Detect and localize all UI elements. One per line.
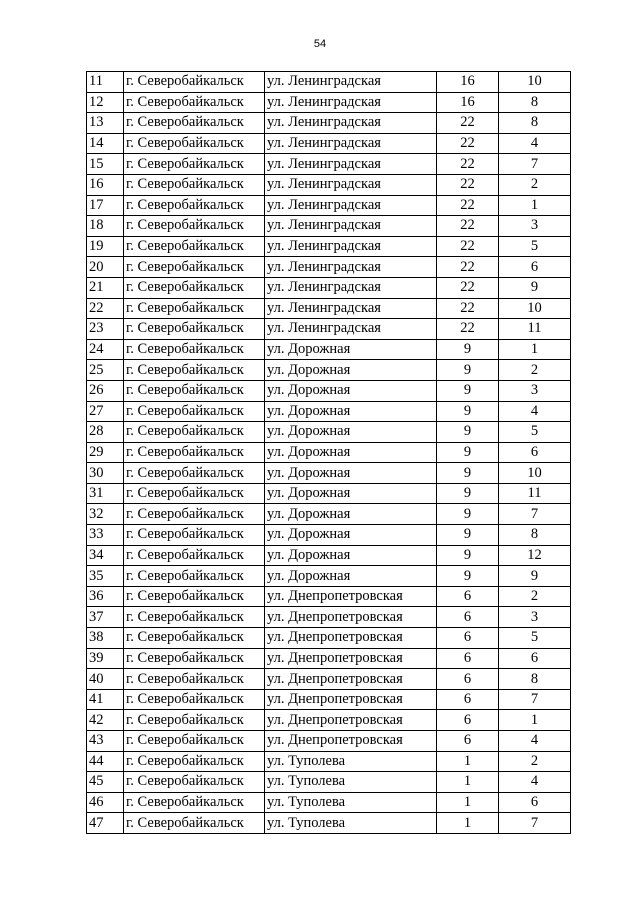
row-number-cell: 17 xyxy=(87,195,124,216)
street-cell: ул. Дорожная xyxy=(265,442,437,463)
row-number-cell: 43 xyxy=(87,731,124,752)
table-row xyxy=(87,648,571,669)
apartment-number-cell: 5 xyxy=(499,236,571,257)
row-number-cell: 32 xyxy=(87,504,124,525)
table-row xyxy=(87,154,571,175)
house-number-cell: 16 xyxy=(437,92,499,113)
street-cell: ул. Ленинградская xyxy=(265,133,437,154)
table-row xyxy=(87,710,571,731)
street-cell: ул. Туполева xyxy=(265,751,437,772)
table-row xyxy=(87,731,571,752)
row-number-cell: 29 xyxy=(87,442,124,463)
city-cell: г. Северобайкальск xyxy=(124,669,265,690)
row-number-cell: 35 xyxy=(87,566,124,587)
city-cell: г. Северобайкальск xyxy=(124,566,265,587)
table-row xyxy=(87,257,571,278)
apartment-number-cell: 6 xyxy=(499,442,571,463)
house-number-cell: 1 xyxy=(437,813,499,834)
apartment-number-cell: 3 xyxy=(499,216,571,237)
table-row xyxy=(87,360,571,381)
house-number-cell: 6 xyxy=(437,648,499,669)
row-number-cell: 33 xyxy=(87,525,124,546)
house-number-cell: 9 xyxy=(437,401,499,422)
street-cell: ул. Дорожная xyxy=(265,360,437,381)
row-number-cell: 14 xyxy=(87,133,124,154)
street-cell: ул. Днепропетровская xyxy=(265,628,437,649)
city-cell: г. Северобайкальск xyxy=(124,174,265,195)
city-cell: г. Северобайкальск xyxy=(124,401,265,422)
city-cell: г. Северобайкальск xyxy=(124,689,265,710)
apartment-number-cell: 8 xyxy=(499,669,571,690)
street-cell: ул. Дорожная xyxy=(265,463,437,484)
street-cell: ул. Ленинградская xyxy=(265,257,437,278)
city-cell: г. Северобайкальск xyxy=(124,772,265,793)
street-cell: ул. Ленинградская xyxy=(265,216,437,237)
apartment-number-cell: 3 xyxy=(499,380,571,401)
row-number-cell: 36 xyxy=(87,586,124,607)
row-number-cell: 39 xyxy=(87,648,124,669)
table-row xyxy=(87,277,571,298)
row-number-cell: 28 xyxy=(87,422,124,443)
table-row xyxy=(87,525,571,546)
table-row xyxy=(87,380,571,401)
apartment-number-cell: 7 xyxy=(499,154,571,175)
table-row xyxy=(87,216,571,237)
city-cell: г. Северобайкальск xyxy=(124,360,265,381)
city-cell: г. Северобайкальск xyxy=(124,380,265,401)
table-row xyxy=(87,772,571,793)
house-number-cell: 9 xyxy=(437,504,499,525)
apartment-number-cell: 8 xyxy=(499,525,571,546)
street-cell: ул. Дорожная xyxy=(265,401,437,422)
address-table xyxy=(86,71,571,834)
apartment-number-cell: 11 xyxy=(499,483,571,504)
street-cell: ул. Туполева xyxy=(265,792,437,813)
street-cell: ул. Дорожная xyxy=(265,422,437,443)
city-cell: г. Северобайкальск xyxy=(124,257,265,278)
street-cell: ул. Дорожная xyxy=(265,545,437,566)
house-number-cell: 6 xyxy=(437,731,499,752)
street-cell: ул. Дорожная xyxy=(265,504,437,525)
house-number-cell: 9 xyxy=(437,422,499,443)
house-number-cell: 22 xyxy=(437,257,499,278)
house-number-cell: 9 xyxy=(437,525,499,546)
street-cell: ул. Дорожная xyxy=(265,380,437,401)
street-cell: ул. Днепропетровская xyxy=(265,669,437,690)
house-number-cell: 22 xyxy=(437,216,499,237)
row-number-cell: 40 xyxy=(87,669,124,690)
house-number-cell: 22 xyxy=(437,174,499,195)
table-row xyxy=(87,586,571,607)
street-cell: ул. Ленинградская xyxy=(265,298,437,319)
row-number-cell: 13 xyxy=(87,113,124,134)
apartment-number-cell: 2 xyxy=(499,174,571,195)
house-number-cell: 9 xyxy=(437,566,499,587)
street-cell: ул. Дорожная xyxy=(265,566,437,587)
table-row xyxy=(87,401,571,422)
address-table-body xyxy=(87,72,571,834)
city-cell: г. Северобайкальск xyxy=(124,422,265,443)
row-number-cell: 15 xyxy=(87,154,124,175)
apartment-number-cell: 8 xyxy=(499,92,571,113)
street-cell: ул. Днепропетровская xyxy=(265,731,437,752)
row-number-cell: 42 xyxy=(87,710,124,731)
row-number-cell: 11 xyxy=(87,72,124,93)
city-cell: г. Северобайкальск xyxy=(124,442,265,463)
apartment-number-cell: 5 xyxy=(499,422,571,443)
city-cell: г. Северобайкальск xyxy=(124,504,265,525)
row-number-cell: 34 xyxy=(87,545,124,566)
house-number-cell: 22 xyxy=(437,195,499,216)
city-cell: г. Северобайкальск xyxy=(124,607,265,628)
house-number-cell: 22 xyxy=(437,133,499,154)
table-row xyxy=(87,92,571,113)
table-row xyxy=(87,174,571,195)
row-number-cell: 24 xyxy=(87,339,124,360)
street-cell: ул. Дорожная xyxy=(265,483,437,504)
table-row xyxy=(87,113,571,134)
street-cell: ул. Днепропетровская xyxy=(265,586,437,607)
apartment-number-cell: 7 xyxy=(499,813,571,834)
apartment-number-cell: 10 xyxy=(499,463,571,484)
apartment-number-cell: 5 xyxy=(499,628,571,649)
apartment-number-cell: 12 xyxy=(499,545,571,566)
table-row xyxy=(87,236,571,257)
apartment-number-cell: 4 xyxy=(499,772,571,793)
apartment-number-cell: 2 xyxy=(499,360,571,381)
house-number-cell: 9 xyxy=(437,463,499,484)
city-cell: г. Северобайкальск xyxy=(124,72,265,93)
table-row xyxy=(87,607,571,628)
city-cell: г. Северобайкальск xyxy=(124,298,265,319)
table-row xyxy=(87,566,571,587)
house-number-cell: 9 xyxy=(437,360,499,381)
street-cell: ул. Днепропетровская xyxy=(265,710,437,731)
apartment-number-cell: 1 xyxy=(499,339,571,360)
table-row xyxy=(87,319,571,340)
row-number-cell: 20 xyxy=(87,257,124,278)
house-number-cell: 9 xyxy=(437,483,499,504)
row-number-cell: 45 xyxy=(87,772,124,793)
apartment-number-cell: 6 xyxy=(499,257,571,278)
row-number-cell: 30 xyxy=(87,463,124,484)
row-number-cell: 19 xyxy=(87,236,124,257)
street-cell: ул. Туполева xyxy=(265,813,437,834)
street-cell: ул. Ленинградская xyxy=(265,174,437,195)
apartment-number-cell: 7 xyxy=(499,504,571,525)
table-row xyxy=(87,195,571,216)
apartment-number-cell: 9 xyxy=(499,277,571,298)
street-cell: ул. Ленинградская xyxy=(265,113,437,134)
row-number-cell: 12 xyxy=(87,92,124,113)
table-row xyxy=(87,483,571,504)
house-number-cell: 6 xyxy=(437,628,499,649)
row-number-cell: 16 xyxy=(87,174,124,195)
house-number-cell: 6 xyxy=(437,710,499,731)
city-cell: г. Северобайкальск xyxy=(124,319,265,340)
city-cell: г. Северобайкальск xyxy=(124,525,265,546)
street-cell: ул. Дорожная xyxy=(265,525,437,546)
city-cell: г. Северобайкальск xyxy=(124,545,265,566)
city-cell: г. Северобайкальск xyxy=(124,648,265,669)
house-number-cell: 9 xyxy=(437,339,499,360)
apartment-number-cell: 6 xyxy=(499,648,571,669)
city-cell: г. Северобайкальск xyxy=(124,628,265,649)
apartment-number-cell: 1 xyxy=(499,195,571,216)
row-number-cell: 25 xyxy=(87,360,124,381)
house-number-cell: 6 xyxy=(437,669,499,690)
table-row xyxy=(87,689,571,710)
apartment-number-cell: 2 xyxy=(499,751,571,772)
apartment-number-cell: 8 xyxy=(499,113,571,134)
street-cell: ул. Ленинградская xyxy=(265,319,437,340)
table-row xyxy=(87,422,571,443)
street-cell: ул. Туполева xyxy=(265,772,437,793)
table-row xyxy=(87,72,571,93)
row-number-cell: 26 xyxy=(87,380,124,401)
apartment-number-cell: 2 xyxy=(499,586,571,607)
table-row xyxy=(87,669,571,690)
apartment-number-cell: 4 xyxy=(499,401,571,422)
table-row xyxy=(87,504,571,525)
table-row xyxy=(87,545,571,566)
city-cell: г. Северобайкальск xyxy=(124,195,265,216)
city-cell: г. Северобайкальск xyxy=(124,339,265,360)
house-number-cell: 22 xyxy=(437,277,499,298)
city-cell: г. Северобайкальск xyxy=(124,92,265,113)
street-cell: ул. Ленинградская xyxy=(265,195,437,216)
city-cell: г. Северобайкальск xyxy=(124,483,265,504)
city-cell: г. Северобайкальск xyxy=(124,792,265,813)
page-number: 54 xyxy=(313,38,327,50)
house-number-cell: 22 xyxy=(437,113,499,134)
street-cell: ул. Дорожная xyxy=(265,339,437,360)
apartment-number-cell: 9 xyxy=(499,566,571,587)
street-cell: ул. Ленинградская xyxy=(265,277,437,298)
row-number-cell: 27 xyxy=(87,401,124,422)
street-cell: ул. Днепропетровская xyxy=(265,689,437,710)
street-cell: ул. Ленинградская xyxy=(265,236,437,257)
house-number-cell: 9 xyxy=(437,380,499,401)
apartment-number-cell: 3 xyxy=(499,607,571,628)
house-number-cell: 1 xyxy=(437,751,499,772)
city-cell: г. Северобайкальск xyxy=(124,133,265,154)
house-number-cell: 6 xyxy=(437,586,499,607)
table-row xyxy=(87,751,571,772)
house-number-cell: 22 xyxy=(437,298,499,319)
house-number-cell: 1 xyxy=(437,772,499,793)
city-cell: г. Северобайкальск xyxy=(124,236,265,257)
street-cell: ул. Ленинградская xyxy=(265,72,437,93)
street-cell: ул. Ленинградская xyxy=(265,154,437,175)
apartment-number-cell: 1 xyxy=(499,710,571,731)
city-cell: г. Северобайкальск xyxy=(124,113,265,134)
house-number-cell: 22 xyxy=(437,319,499,340)
city-cell: г. Северобайкальск xyxy=(124,216,265,237)
city-cell: г. Северобайкальск xyxy=(124,813,265,834)
city-cell: г. Северобайкальск xyxy=(124,731,265,752)
row-number-cell: 37 xyxy=(87,607,124,628)
house-number-cell: 22 xyxy=(437,236,499,257)
row-number-cell: 38 xyxy=(87,628,124,649)
house-number-cell: 22 xyxy=(437,154,499,175)
row-number-cell: 44 xyxy=(87,751,124,772)
row-number-cell: 47 xyxy=(87,813,124,834)
apartment-number-cell: 4 xyxy=(499,133,571,154)
table-row xyxy=(87,133,571,154)
table-row xyxy=(87,442,571,463)
city-cell: г. Северобайкальск xyxy=(124,154,265,175)
row-number-cell: 18 xyxy=(87,216,124,237)
house-number-cell: 9 xyxy=(437,442,499,463)
city-cell: г. Северобайкальск xyxy=(124,710,265,731)
table-row xyxy=(87,628,571,649)
street-cell: ул. Днепропетровская xyxy=(265,607,437,628)
street-cell: ул. Ленинградская xyxy=(265,92,437,113)
row-number-cell: 23 xyxy=(87,319,124,340)
apartment-number-cell: 11 xyxy=(499,319,571,340)
row-number-cell: 21 xyxy=(87,277,124,298)
apartment-number-cell: 7 xyxy=(499,689,571,710)
house-number-cell: 6 xyxy=(437,607,499,628)
table-row xyxy=(87,463,571,484)
table-row xyxy=(87,339,571,360)
apartment-number-cell: 10 xyxy=(499,298,571,319)
house-number-cell: 1 xyxy=(437,792,499,813)
city-cell: г. Северобайкальск xyxy=(124,586,265,607)
table-row xyxy=(87,813,571,834)
house-number-cell: 16 xyxy=(437,72,499,93)
apartment-number-cell: 6 xyxy=(499,792,571,813)
row-number-cell: 46 xyxy=(87,792,124,813)
city-cell: г. Северобайкальск xyxy=(124,277,265,298)
house-number-cell: 6 xyxy=(437,689,499,710)
table-row xyxy=(87,298,571,319)
apartment-number-cell: 4 xyxy=(499,731,571,752)
table-row xyxy=(87,792,571,813)
row-number-cell: 31 xyxy=(87,483,124,504)
row-number-cell: 22 xyxy=(87,298,124,319)
apartment-number-cell: 10 xyxy=(499,72,571,93)
house-number-cell: 9 xyxy=(437,545,499,566)
street-cell: ул. Днепропетровская xyxy=(265,648,437,669)
city-cell: г. Северобайкальск xyxy=(124,751,265,772)
city-cell: г. Северобайкальск xyxy=(124,463,265,484)
row-number-cell: 41 xyxy=(87,689,124,710)
